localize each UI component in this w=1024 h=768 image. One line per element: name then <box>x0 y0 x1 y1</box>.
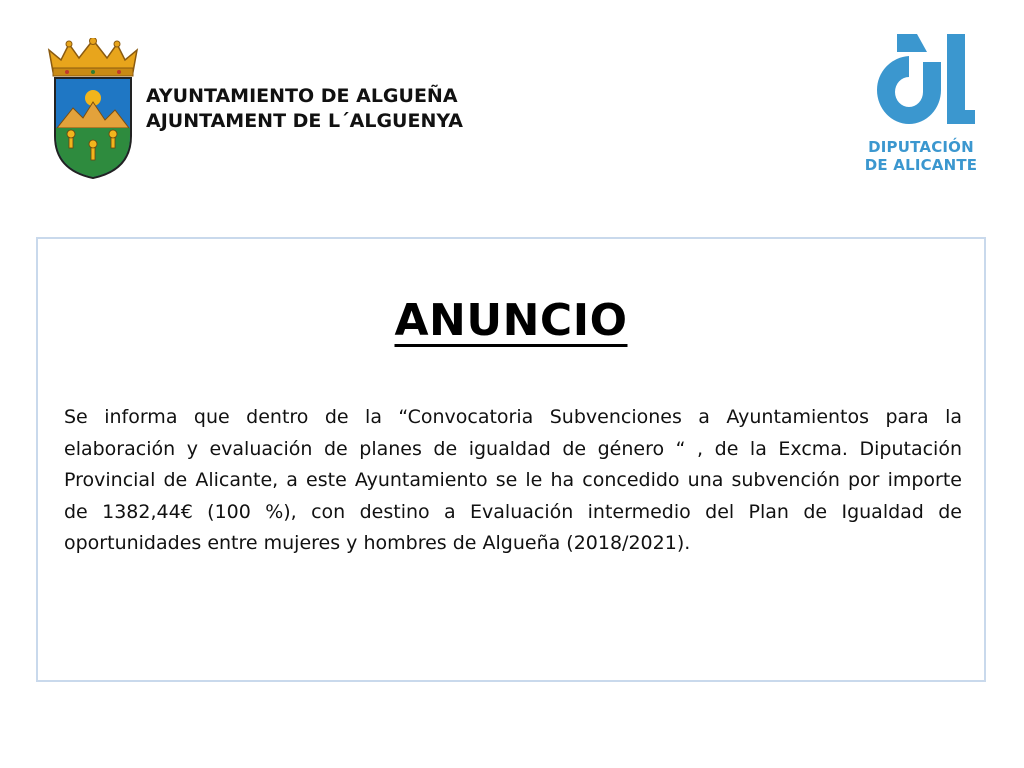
diputacion-alicante-logo <box>858 30 984 180</box>
diputacion-alicante-logo-text <box>858 138 984 174</box>
notice-title-text: ANUNCIO <box>394 295 628 346</box>
logo-line-1: DIPUTACIÓN <box>868 138 974 156</box>
logo-line-2: DE ALICANTE <box>864 156 978 174</box>
diputacion-alicante-logo-icon <box>867 30 977 134</box>
notice-title <box>38 295 984 346</box>
notice-box <box>36 237 986 682</box>
notice-body: Se informa que dentro de la “Convocatoria Subvenciones a Ayuntamientos para la elaboración y evaluación de planes de igualdad de género “ , de la Excma. Diputación Provincial de Alicante, a este Ayuntamiento se le ha concedido una subvención por importe de 1382,44€ (100 %), con destino a Evaluación intermedio del Plan de Igualdad de oportunidades entre mujeres y hombres de Algueña (2018/2021). <box>64 406 962 554</box>
municipality-name <box>146 84 463 134</box>
municipality-name-va: AJUNTAMENT DE L´ALGUENYA <box>146 110 463 132</box>
coat-of-arms-icon <box>47 38 139 180</box>
municipality-name-es: AYUNTAMIENTO DE ALGUEÑA <box>146 85 458 107</box>
